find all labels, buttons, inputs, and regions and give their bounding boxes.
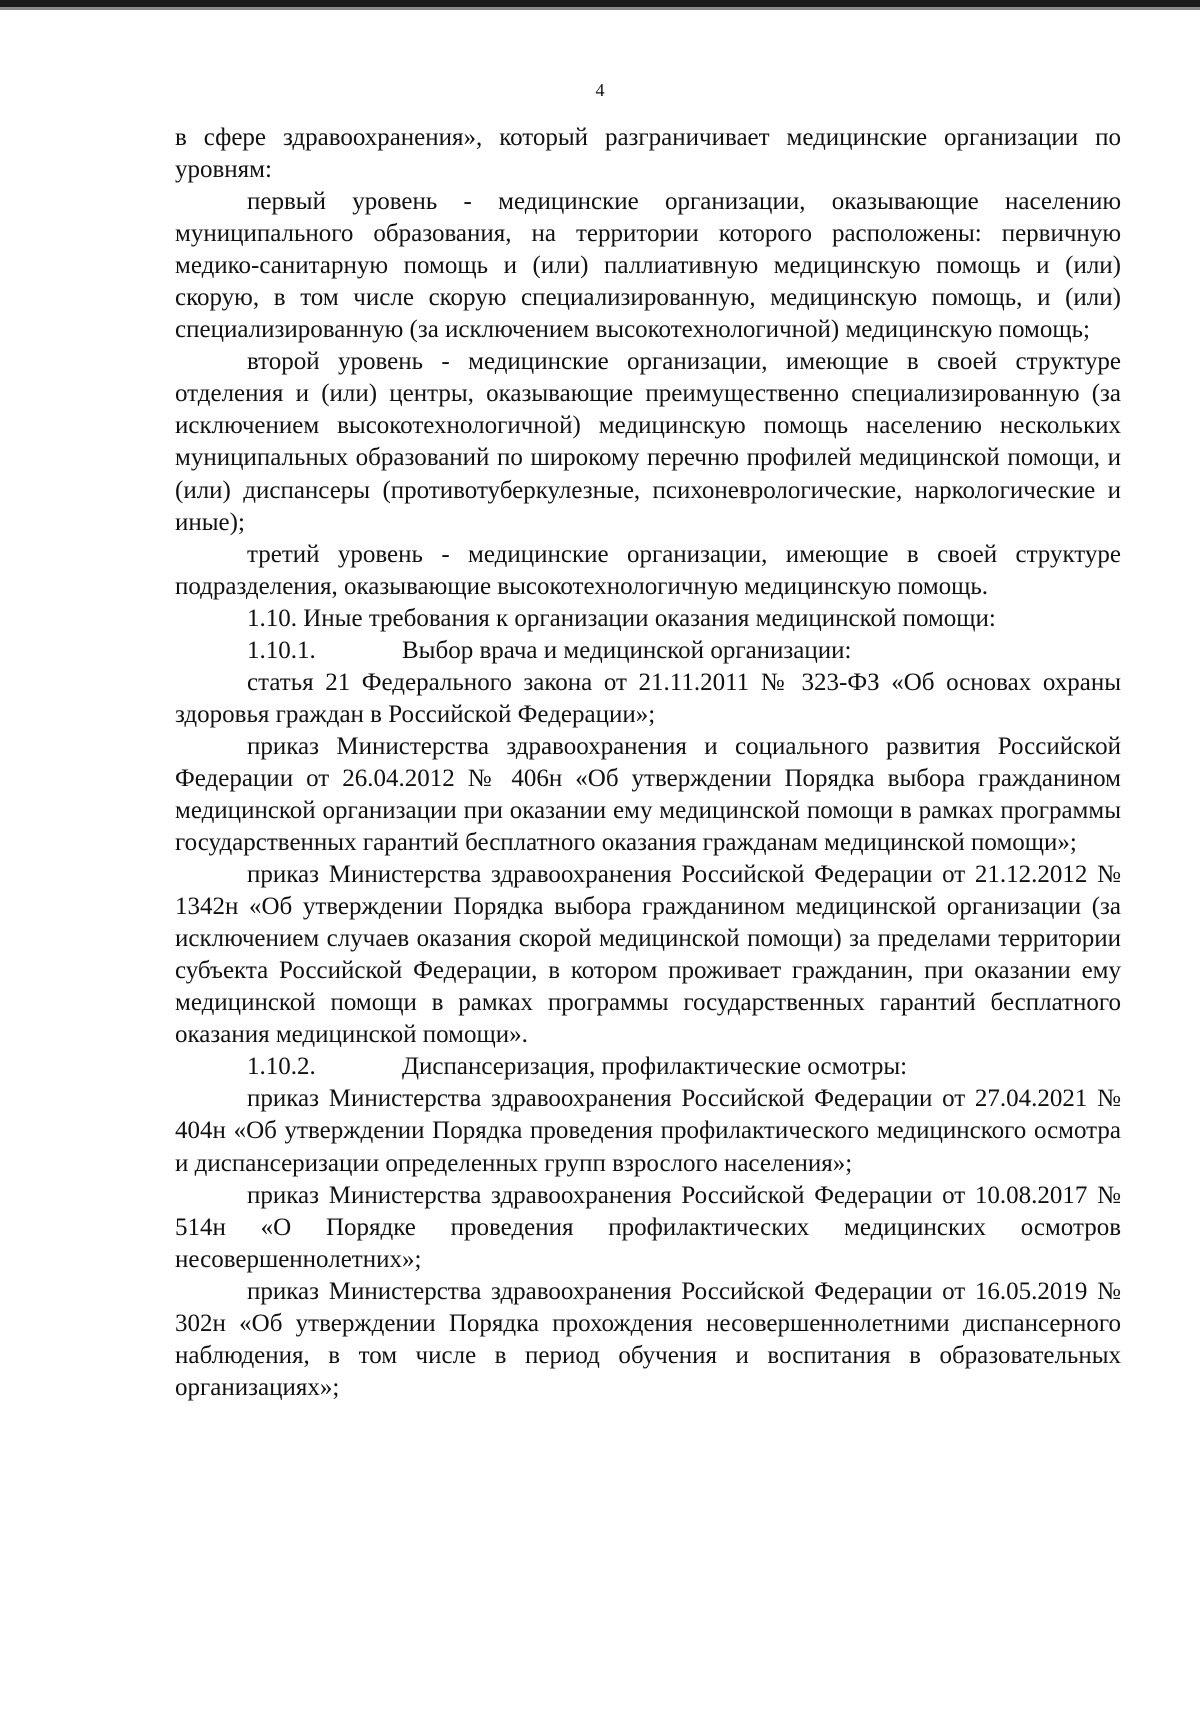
subsection-title: Выбор врача и медицинской организации: xyxy=(402,636,852,664)
scan-edge-shadow xyxy=(0,0,1200,7)
subsection-heading-1-10-2 xyxy=(175,1051,1121,1083)
paragraph-article-21: статья 21 Федерального закона от 21.11.2011 № 323-ФЗ «Об основах охраны здоровья граждан в Российской Федерации»; xyxy=(175,668,1121,728)
document-body xyxy=(175,122,1121,1404)
paragraph-level-one: первый уровень - медицинские организации, оказывающие населению муниципального образования, на территории которого расположены: первичную медико-санитарную помощь и (или) паллиативную медицинскую помощь и (или) скорую, в том числе скорую специализированную, медицинскую помощь, и (или) специализированную (за исключением высокотехнологичной) медицинскую помощь; xyxy=(175,188,1121,344)
subsection-number: 1.10.1. xyxy=(247,636,316,664)
paragraph-level-three: третий уровень - медицинские организации, имеющие в своей структуре подразделения, оказывающие высокотехнологичную медицинскую помощь. xyxy=(175,540,1121,600)
paragraph-level-two: второй уровень - медицинские организации, имеющие в своей структуре отделения и (или) центры, оказывающие преимущественно специализированную (за исключением высокотехнологичной) медицинскую помощь населению нескольких муниципальных образований по широкому перечню профилей медицинской помощи, и (или) диспансеры (противотуберкулезные, психоневрологические, наркологические и иные); xyxy=(175,348,1121,536)
paragraph-order-406n: приказ Министерства здравоохранения и социального развития Российской Федерации от 26.04.2012 № 406н «Об утверждении Порядка выбора гражданином медицинской организации при оказании ему медицинской помощи в рамках программы государственных гарантий бесплатного оказания гражданам медицинской помощи»; xyxy=(175,732,1121,857)
paragraph-levels-intro: в сфере здравоохранения», который разграничивает медицинские организации по уровням: xyxy=(175,124,1121,184)
subsection-title: Диспансеризация, профилактические осмотры: xyxy=(402,1053,908,1081)
paragraph-order-1342n: приказ Министерства здравоохранения Российской Федерации от 21.12.2012 № 1342н «Об утверждении Порядка выбора гражданином медицинской организации (за исключением случаев оказания скорой медицинской помощи) за пределами территории субъекта Российской Федерации, в котором проживает гражданин, при оказании ему медицинской помощи в рамках программы государственных гарантий бесплатного оказания медицинской помощи». xyxy=(175,861,1121,1049)
page-number: 4 xyxy=(595,80,605,100)
scan-edge-shadow-fade xyxy=(0,7,1200,10)
subsection-number: 1.10.2. xyxy=(247,1053,316,1081)
paragraph-order-302n: приказ Министерства здравоохранения Российской Федерации от 16.05.2019 № 302н «Об утверждении Порядка прохождения несовершеннолетними диспансерного наблюдения, в том числе в период обучения и воспитания в образовательных организациях»; xyxy=(175,1277,1121,1401)
paragraph-order-514n: приказ Министерства здравоохранения Российской Федерации от 10.08.2017 № 514н «О Порядке проведения профилактических медицинских осмотров несовершеннолетних»; xyxy=(175,1181,1121,1273)
paragraph-order-404n: приказ Министерства здравоохранения Российской Федерации от 27.04.2021 № 404н «Об утверждении Порядка проведения профилактического медицинского осмотра и диспансеризации определенных групп взрослого населения»; xyxy=(175,1085,1121,1177)
subsection-heading-1-10-1 xyxy=(175,635,1121,667)
section-heading-1-10: 1.10. Иные требования к организации оказания медицинской помощи: xyxy=(247,604,996,632)
